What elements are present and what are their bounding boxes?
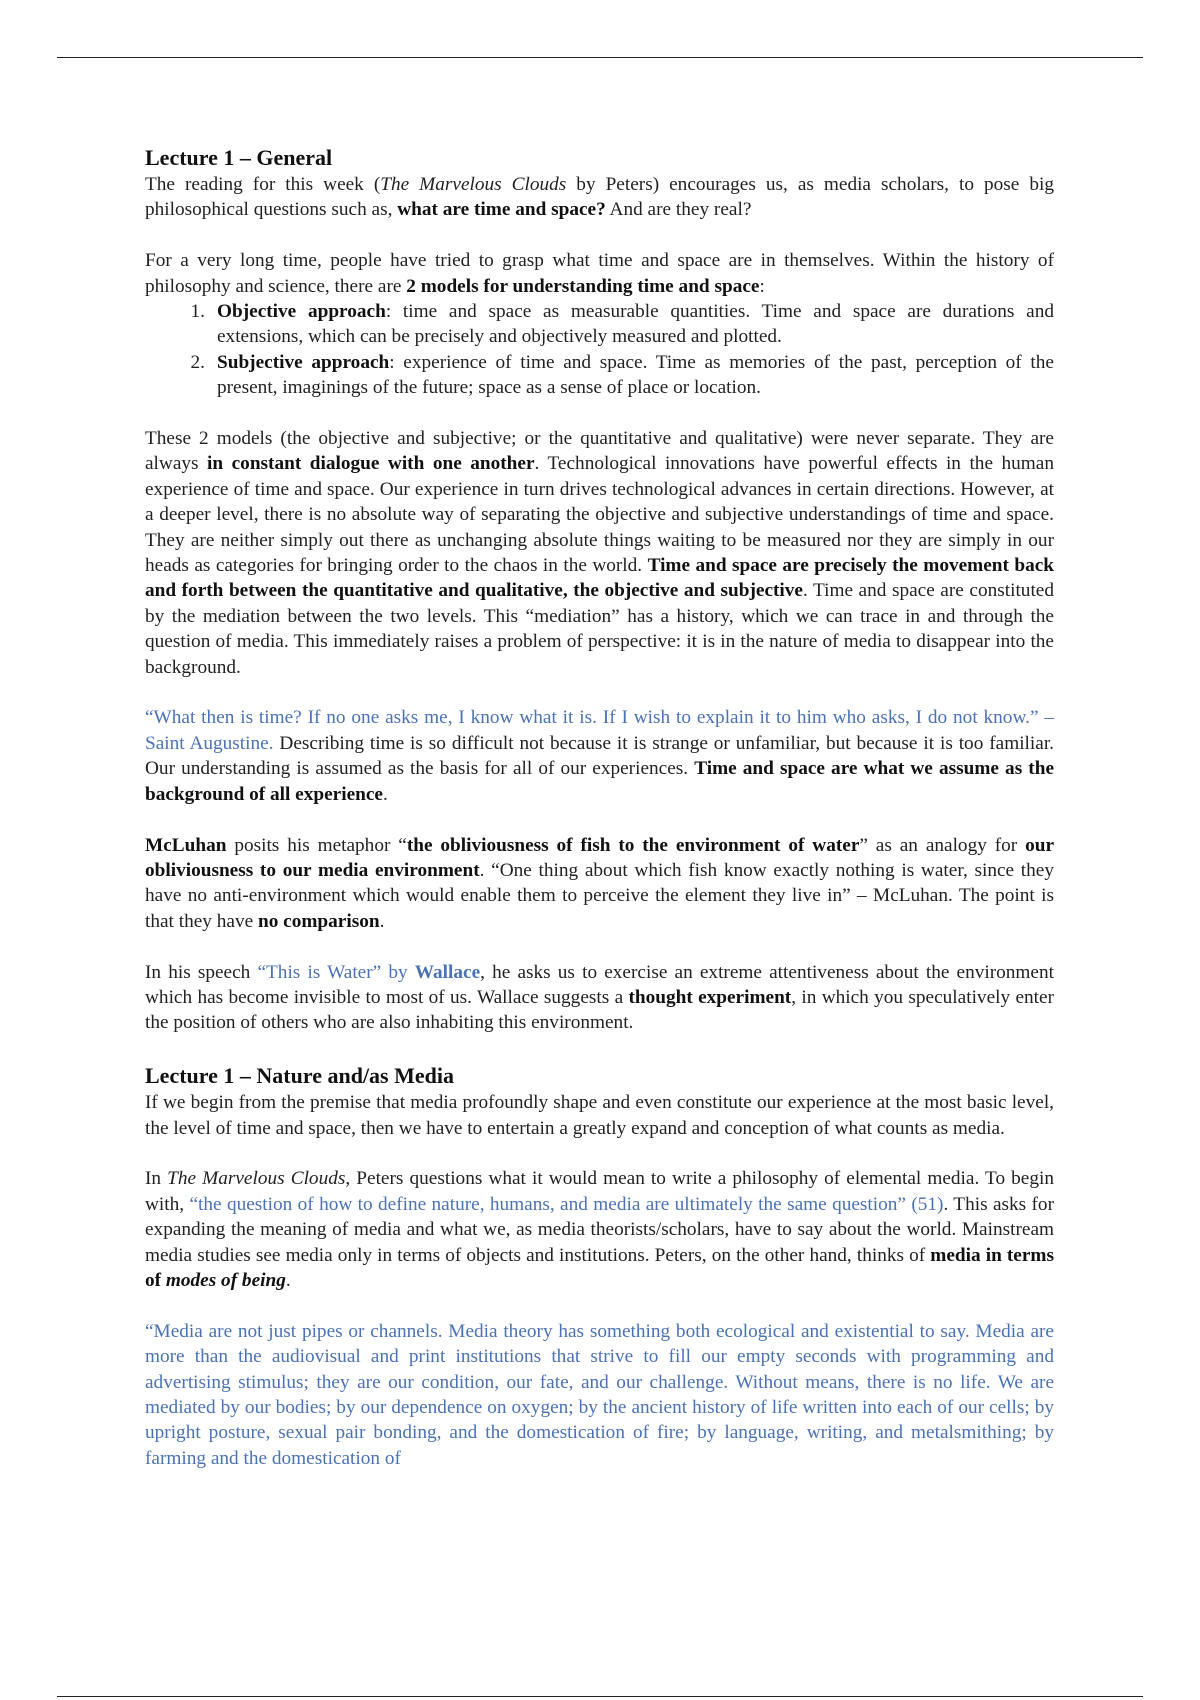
bottom-rule: [57, 1696, 1143, 1697]
wallace-citation: “This is Water” by Wallace: [257, 961, 481, 983]
mcluhan-paragraph: McLuhan posits his metaphor “the obliviousness of fish to the environment of water” as an analogy for our obliviousness to our media environment. “One thing about which fish know exactly nothing is water, since they have no anti-environment which would enable them to perceive the element they live in” – McLuhan. The point is that they have no comparison.: [145, 834, 1055, 932]
dialogue-paragraph: These 2 models (the objective and subjective; or the quantitative and qualitative) were never separate. They are always in constant dialogue with one another. Technological innovations have powerful effects in the human experience of time and space. Our experience in turn drives technological advances in certain directions. However, at a deeper level, there is no absolute way of separating the objective and subjective understandings of time and space. They are neither simply out there as unchanging absolute things waiting to be measured nor they are simply in our heads as categories for bringing order to the chaos in the world. Time and space are precisely the movement back and forth between the quantitative and qualitative, the objective and subjective. Time and space are constituted by the mediation between the two levels. This “mediation” has a history, which we can trace in and through the question of media. This immediately raises a problem of perspective: it is in the nature of media to disappear into the background.: [145, 428, 1054, 678]
intro-paragraph: The reading for this week (The Marvelous Clouds by Peters) encourages us, as media scholars, to pose big philosophical questions such as, what are time and space? And are they real?: [145, 174, 1054, 221]
peters-quote: “the question of how to define nature, humans, and media are ultimately the same question” (51): [189, 1193, 944, 1215]
list-item: 1. Objective approach: time and space as measurable quantities. Time and space are durations and extensions, which can be precisely and objectively measured and plotted.: [190, 301, 1054, 348]
media-quote-paragraph: “Media are not just pipes or channels. Media theory has something both ecological and existential to say. Media are more than the audiovisual and print institutions that strive to fill our empty seconds with programming and advertising stimulus; they are our condition, our fate, and our challenge. Without means, there is no life. We are mediated by our bodies; by our dependence on oxygen; by the ancient history of life written into each of our cells; by upright posture, sexual pair bonding, and the domestication of fire; by language, writing, and metalsmithing; by farming and the domestication of: [145, 1320, 1054, 1469]
models-list: [145, 299, 1054, 401]
peters-paragraph: In The Marvelous Clouds, Peters questions what it would mean to write a philosophy of elemental media. To begin with, “the question of how to define nature, humans, and media are ultimately the same question” (51). This asks for expanding the meaning of media and what we, as media theorists/scholars, have to say about the world. Mainstream media studies see media only in terms of objects and institutions. Peters, on the other hand, thinks of media in terms of modes of being.: [145, 1168, 1055, 1291]
document-body: [145, 143, 1054, 1497]
augustine-quote: “What then is time? If no one asks me, I know what it is. If I wish to explain it to him who asks, I do not know.” – Saint Augustine.: [145, 707, 1054, 754]
wallace-paragraph: In his speech “This is Water” by Wallace, he asks us to exercise an extreme attentiveness about the environment which has become invisible to most of us. Wallace suggests a thought experiment, in which you speculatively enter the position of others who are also inhabiting this environment.: [145, 961, 1054, 1034]
list-item: 2. Subjective approach: experience of time and space. Time as memories of the past, perception of the present, imaginings of the future; space as a sense of place or location.: [190, 351, 1054, 399]
section-heading-nature-media: Lecture 1 – Nature and/as Media: [145, 1063, 454, 1089]
models-paragraph: For a very long time, people have tried to grasp what time and space are in themselves. Within the history of philosophy and science, there are 2 models for understanding time and space:: [145, 250, 1054, 297]
premise-paragraph: If we begin from the premise that media profoundly shape and even constitute our experience at the most basic level, the level of time and space, then we have to entertain a greatly expand and conception of what counts as media.: [145, 1092, 1054, 1139]
section-heading-general: Lecture 1 – General: [145, 145, 333, 170]
augustine-paragraph: “What then is time? If no one asks me, I know what it is. If I wish to explain it to him who asks, I do not know.” – Saint Augustine. Describing time is so difficult not because it is strange or unfamiliar, but because it is too familiar. Our understanding is assumed as the basis for all of our experiences. Time and space are what we assume as the background of all experience.: [145, 707, 1055, 805]
top-rule: [57, 57, 1143, 58]
